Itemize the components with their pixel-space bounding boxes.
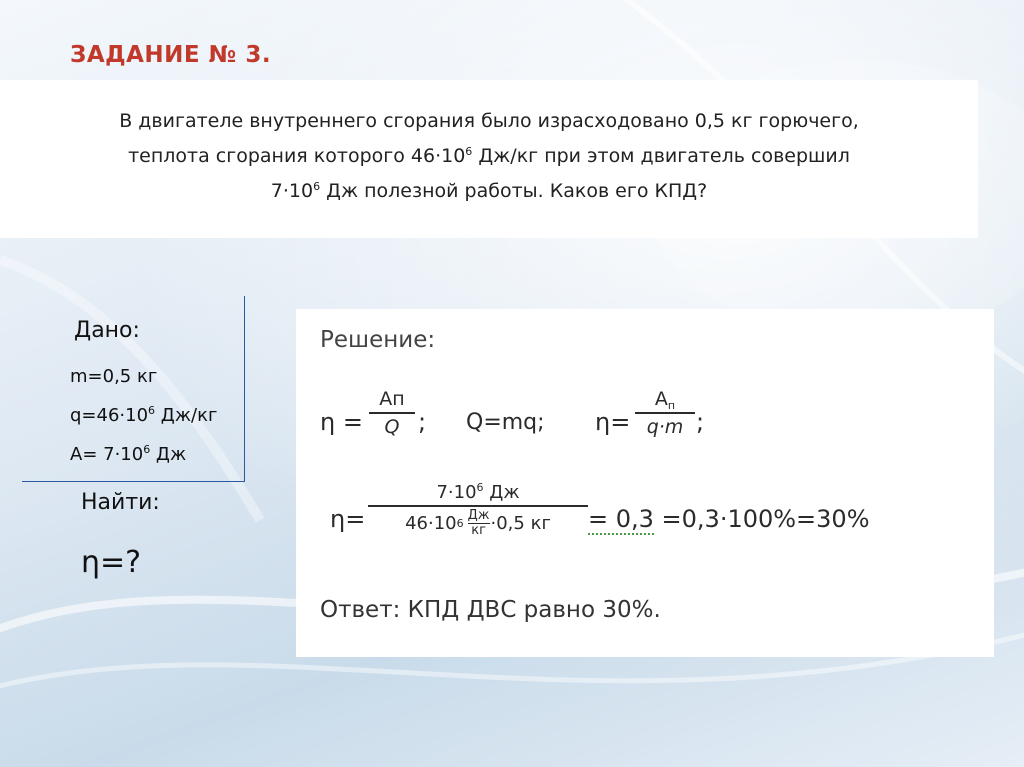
calc-unit-fraction: Дж кг <box>467 508 490 538</box>
given-mass: m=0,5 кг <box>70 366 158 387</box>
calc-lhs: η= <box>330 505 366 533</box>
formula-3-fraction <box>635 388 695 438</box>
formula-3-separator: ; <box>696 408 705 436</box>
formula-3-numerator: $А_п$ <box>654 388 676 412</box>
task-line-3: $7\cdot 10^6$ Дж полезной работы. Каков его КПД? <box>270 180 708 202</box>
calc-result: = 0,3 =0,3·100%=30% <box>588 505 870 533</box>
unknown-efficiency: η=? <box>81 545 142 580</box>
formula-2: Q=mq; <box>466 410 545 435</box>
formula-1-lhs: η = <box>320 408 363 436</box>
given-divider-vertical <box>244 296 245 482</box>
calc-denominator: 46·10 6 Дж кг ·0,5 кг <box>405 508 551 538</box>
calc-numerator: $7\cdot 10^6$ Дж <box>436 481 520 503</box>
formula-1-separator: ; <box>418 408 427 436</box>
formula-1-fraction <box>369 388 415 438</box>
solution-heading: Решение: <box>320 327 436 353</box>
given-heat: $q=46\cdot 10^6$ Дж/кг <box>70 404 218 426</box>
formula-3-lhs: η= <box>595 408 631 436</box>
solution-answer: Ответ: КПД ДВС равно 30%. <box>320 597 661 623</box>
task-line-1: В двигателе внутреннего сгорания было израсходовано 0,5 кг горючего, <box>119 110 859 132</box>
task-line-2: теплота сгорания которого $46\cdot 10^6$ Дж/кг при этом двигатель совершил <box>128 145 850 167</box>
calc-fraction <box>368 482 588 538</box>
formula-3-denominator: q·m <box>646 416 684 438</box>
given-divider-horizontal <box>22 481 245 482</box>
task-statement <box>0 104 978 209</box>
formula-1-numerator: Ап <box>379 388 405 410</box>
find-heading: Найти: <box>81 490 160 515</box>
formula-1-denominator: Q <box>384 416 400 438</box>
slide-title: ЗАДАНИЕ № 3. <box>70 42 272 68</box>
given-heading: Дано: <box>74 318 140 343</box>
given-work: $A= 7\cdot 10^6$ Дж <box>70 443 187 465</box>
